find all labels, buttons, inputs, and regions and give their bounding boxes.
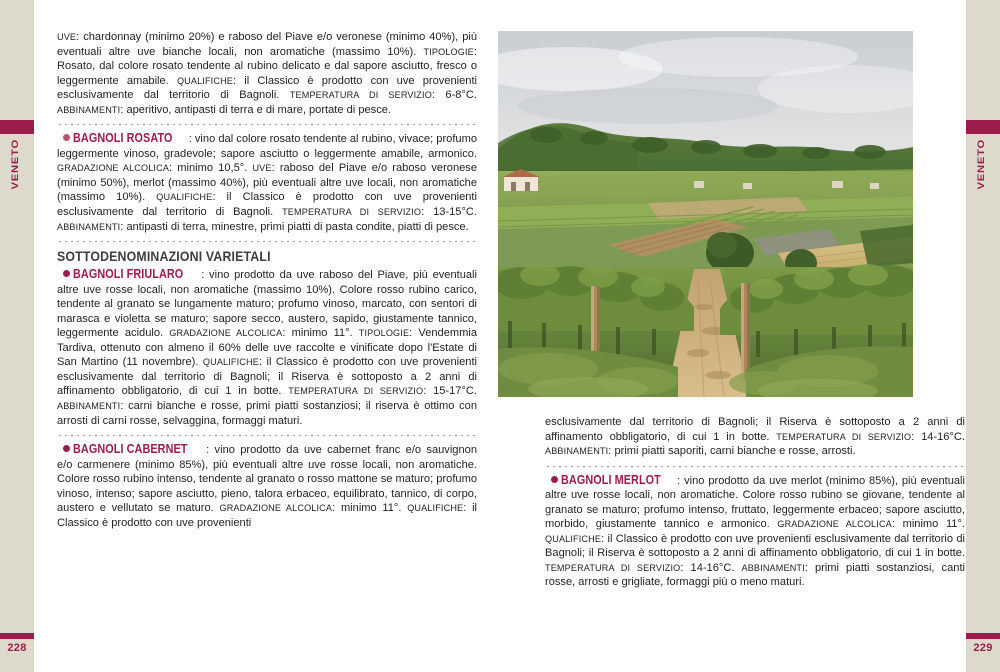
wine-text-cabernet: : vino prodotto da uve cabernet franc e/o sauvignon e/o carmenere (minimo 85%), più eventuali altre uve rosse locali, non aromatiche. Colore rosso rubino intenso, tendente al granato o rosso mattone se maturo; profumo vinoso, intenso; sapore asciutto, pieno, talora erbaceo, equilibrato, tannico, di corpo, austero e vellutato se maturo. GRADAZIONE ALCOLICA: minimo 11°. QUALIFICHE: il Classico è prodotto con uve provenienti bbox=[57, 444, 478, 529]
wine-name-rosato: BAGNOLI ROSATO bbox=[73, 131, 173, 146]
field-label: TEMPERATURA DI SERVIZIO bbox=[545, 562, 681, 573]
section-heading-sottodenominazioni: SOTTODENOMINAZIONI VARIETALI bbox=[57, 248, 271, 265]
divider-rule bbox=[57, 435, 477, 436]
wine-entry-cabernet bbox=[57, 442, 477, 530]
field-label: TEMPERATURA DI SERVIZIO bbox=[289, 90, 432, 101]
bullet-icon bbox=[63, 270, 70, 277]
left-folio-rule bbox=[0, 633, 34, 639]
bullet-icon bbox=[63, 134, 70, 141]
field-label: GRADAZIONE ALCOLICA bbox=[57, 163, 170, 174]
wine-text-friularo: : vino prodotto da uve raboso del Piave, più eventuali altre uve rosse locali, non aromatiche (massimo 10%). Colore rosso rubino carico, tendente al granato se lungamente maturo; profumo vinoso, marcato, con sentori di marasca e violetta se maturo; sapore secco, austero, sapido, giustamente tannico, leggermente acidulo. GRADAZIONE ALCOLICA: minimo 11°. TIPOLOGIE: Vendemmia Tardiva, ottenuto con almeno il 60% delle uve raccolte e vinificate dopo l'Estate di San Martino (11 novembre). QUALIFICHE: il Classico è prodotto con uve provenienti esclusivamente dal territorio di Bagnoli; il Riserva è sottoposto a 2 anni di affinamento obbligatorio, di cui 1 in botte. TEMPERATURA DI SERVIZIO: 15-17°C. ABBINAMENTI: carni bianche e rosse, primi piatti sostanziosi; il riserva è ottimo con arrosti di carni rosse, selvaggina, formaggi maturi. bbox=[57, 269, 478, 427]
wine-entry-friularo bbox=[57, 267, 477, 428]
intro-paragraph: UVE: chardonnay (minimo 20%) e raboso del Piave e/o veronese (minimo 40%), più eventuali altre uve bianche locali, non aromatiche (massimo 10%). TIPOLOGIE: Rosato, dal colore rosato tendente al rubino delicato e dal sapore asciutto, fresco o leggermente amabile. QUALIFICHE: il Classico è prodotto con uve provenienti esclusivamente dal territorio di Bagnoli. TEMPERATURA DI SERVIZIO: 6-8°C. ABBINAMENTI: aperitivo, antipasti di terra e di mare, portate di pesce. bbox=[57, 31, 477, 116]
wine-text-rosato: : vino dal colore rosato tendente al rubino, vivace; profumo leggermente vinoso, gradevole; sapore asciutto o leggermente amabile, armonico. GRADAZIONE ALCOLICA: minimo 10,5°. UVE: raboso del Piave e/o raboso veronese (minimo 50%), merlot (massimo 40%), più eventuali altre uve locali, non aromatiche (massimo 10%). QUALIFICHE: il Classico è prodotto con uve provenienti esclusivamente dal territorio di Bagnoli. TEMPERATURA DI SERVIZIO: 13-15°C. ABBINAMENTI: antipasti di terra, minestre, primi piatti di pasta condite, piatti di pesce. bbox=[57, 133, 477, 233]
right-column bbox=[545, 415, 965, 590]
left-thumb-tab-label: VENETO bbox=[10, 138, 20, 190]
field-label: ABBINAMENTI bbox=[57, 401, 121, 412]
left-page-edge-strip bbox=[0, 0, 34, 672]
right-folio bbox=[966, 633, 1000, 654]
field-label: QUALIFICHE bbox=[407, 503, 464, 514]
right-folio-rule bbox=[966, 633, 1000, 639]
left-folio bbox=[0, 633, 34, 654]
right-thumb-tab-label: VENETO bbox=[976, 138, 986, 190]
divider-rule bbox=[57, 124, 477, 125]
field-label: GRADAZIONE ALCOLICA bbox=[219, 503, 333, 514]
field-label: UVE bbox=[57, 32, 77, 42]
right-page-number: 229 bbox=[973, 642, 993, 654]
wine-name-merlot: BAGNOLI MERLOT bbox=[561, 472, 661, 487]
right-thumb-bar bbox=[966, 120, 1000, 134]
field-label: QUALIFICHE bbox=[176, 75, 234, 86]
bullet-icon bbox=[551, 476, 558, 483]
left-column bbox=[57, 30, 477, 530]
field-label: UVE bbox=[252, 163, 272, 174]
wine-entry-merlot bbox=[545, 473, 965, 590]
wine-name-friularo: BAGNOLI FRIULARO bbox=[73, 267, 184, 282]
left-page-number: 228 bbox=[7, 642, 27, 654]
wine-name-cabernet: BAGNOLI CABERNET bbox=[73, 442, 188, 457]
field-label: ABBINAMENTI bbox=[57, 221, 121, 232]
field-label: TIPOLOGIE bbox=[423, 46, 474, 57]
cabernet-continuation-paragraph: esclusivamente dal territorio di Bagnoli; il Riserva è sottoposto a 2 anni di affinamento obbligatorio, di cui 1 in botte. TEMPERATURA DI SERVIZIO: 14-16°C. ABBINAMENTI: primi piatti saporiti, carni bianche e rosse, arrosti. bbox=[545, 416, 965, 458]
left-thumb-bar bbox=[0, 120, 34, 134]
field-label: GRADAZIONE ALCOLICA bbox=[777, 519, 892, 530]
field-label: ABBINAMENTI bbox=[545, 446, 609, 457]
field-label: TEMPERATURA DI SERVIZIO bbox=[282, 207, 422, 218]
right-page-edge-strip bbox=[966, 0, 1000, 672]
divider-rule bbox=[57, 241, 477, 242]
field-label: QUALIFICHE bbox=[156, 192, 213, 203]
vineyard-photo bbox=[498, 31, 913, 397]
field-label: QUALIFICHE bbox=[202, 357, 259, 368]
field-label: TEMPERATURA DI SERVIZIO bbox=[288, 386, 424, 397]
wine-text-merlot: : vino prodotto da uve merlot (minimo 85%), più eventuali altre uve rosse locali, non aromatiche. Colore rosso rubino se giovane, tendente al granato se maturo; profumo intenso, fruttato, leggermente erbaceo; sapore asciutto, morbido, giustamente tannico e armonico. GRADAZIONE ALCOLICA: minimo 11°. QUALIFICHE: il Classico è prodotto con uve provenienti esclusivamente dal territorio di Bagnoli; il Riserva è sottoposto a 2 anni di affinamento obbligatorio, di cui 1 in botte. TEMPERATURA DI SERVIZIO: 14-16°C. ABBINAMENTI: primi piatti sostanziosi, canti rosse, arrosti e grigliate, formaggi più o meno maturi. bbox=[545, 474, 965, 589]
field-label: QUALIFICHE bbox=[545, 533, 602, 544]
wine-entry-rosato bbox=[57, 131, 477, 234]
field-label: TIPOLOGIE bbox=[358, 328, 410, 339]
bullet-icon bbox=[63, 445, 70, 452]
left-thumb-tab[interactable] bbox=[0, 120, 34, 190]
field-label: TEMPERATURA DI SERVIZIO bbox=[776, 431, 912, 442]
divider-rule bbox=[545, 466, 965, 467]
field-label: GRADAZIONE ALCOLICA bbox=[169, 328, 283, 339]
field-label: ABBINAMENTI bbox=[57, 104, 121, 115]
right-thumb-tab[interactable] bbox=[966, 120, 1000, 190]
field-label: ABBINAMENTI bbox=[741, 562, 805, 573]
vine-post-right bbox=[741, 283, 750, 381]
